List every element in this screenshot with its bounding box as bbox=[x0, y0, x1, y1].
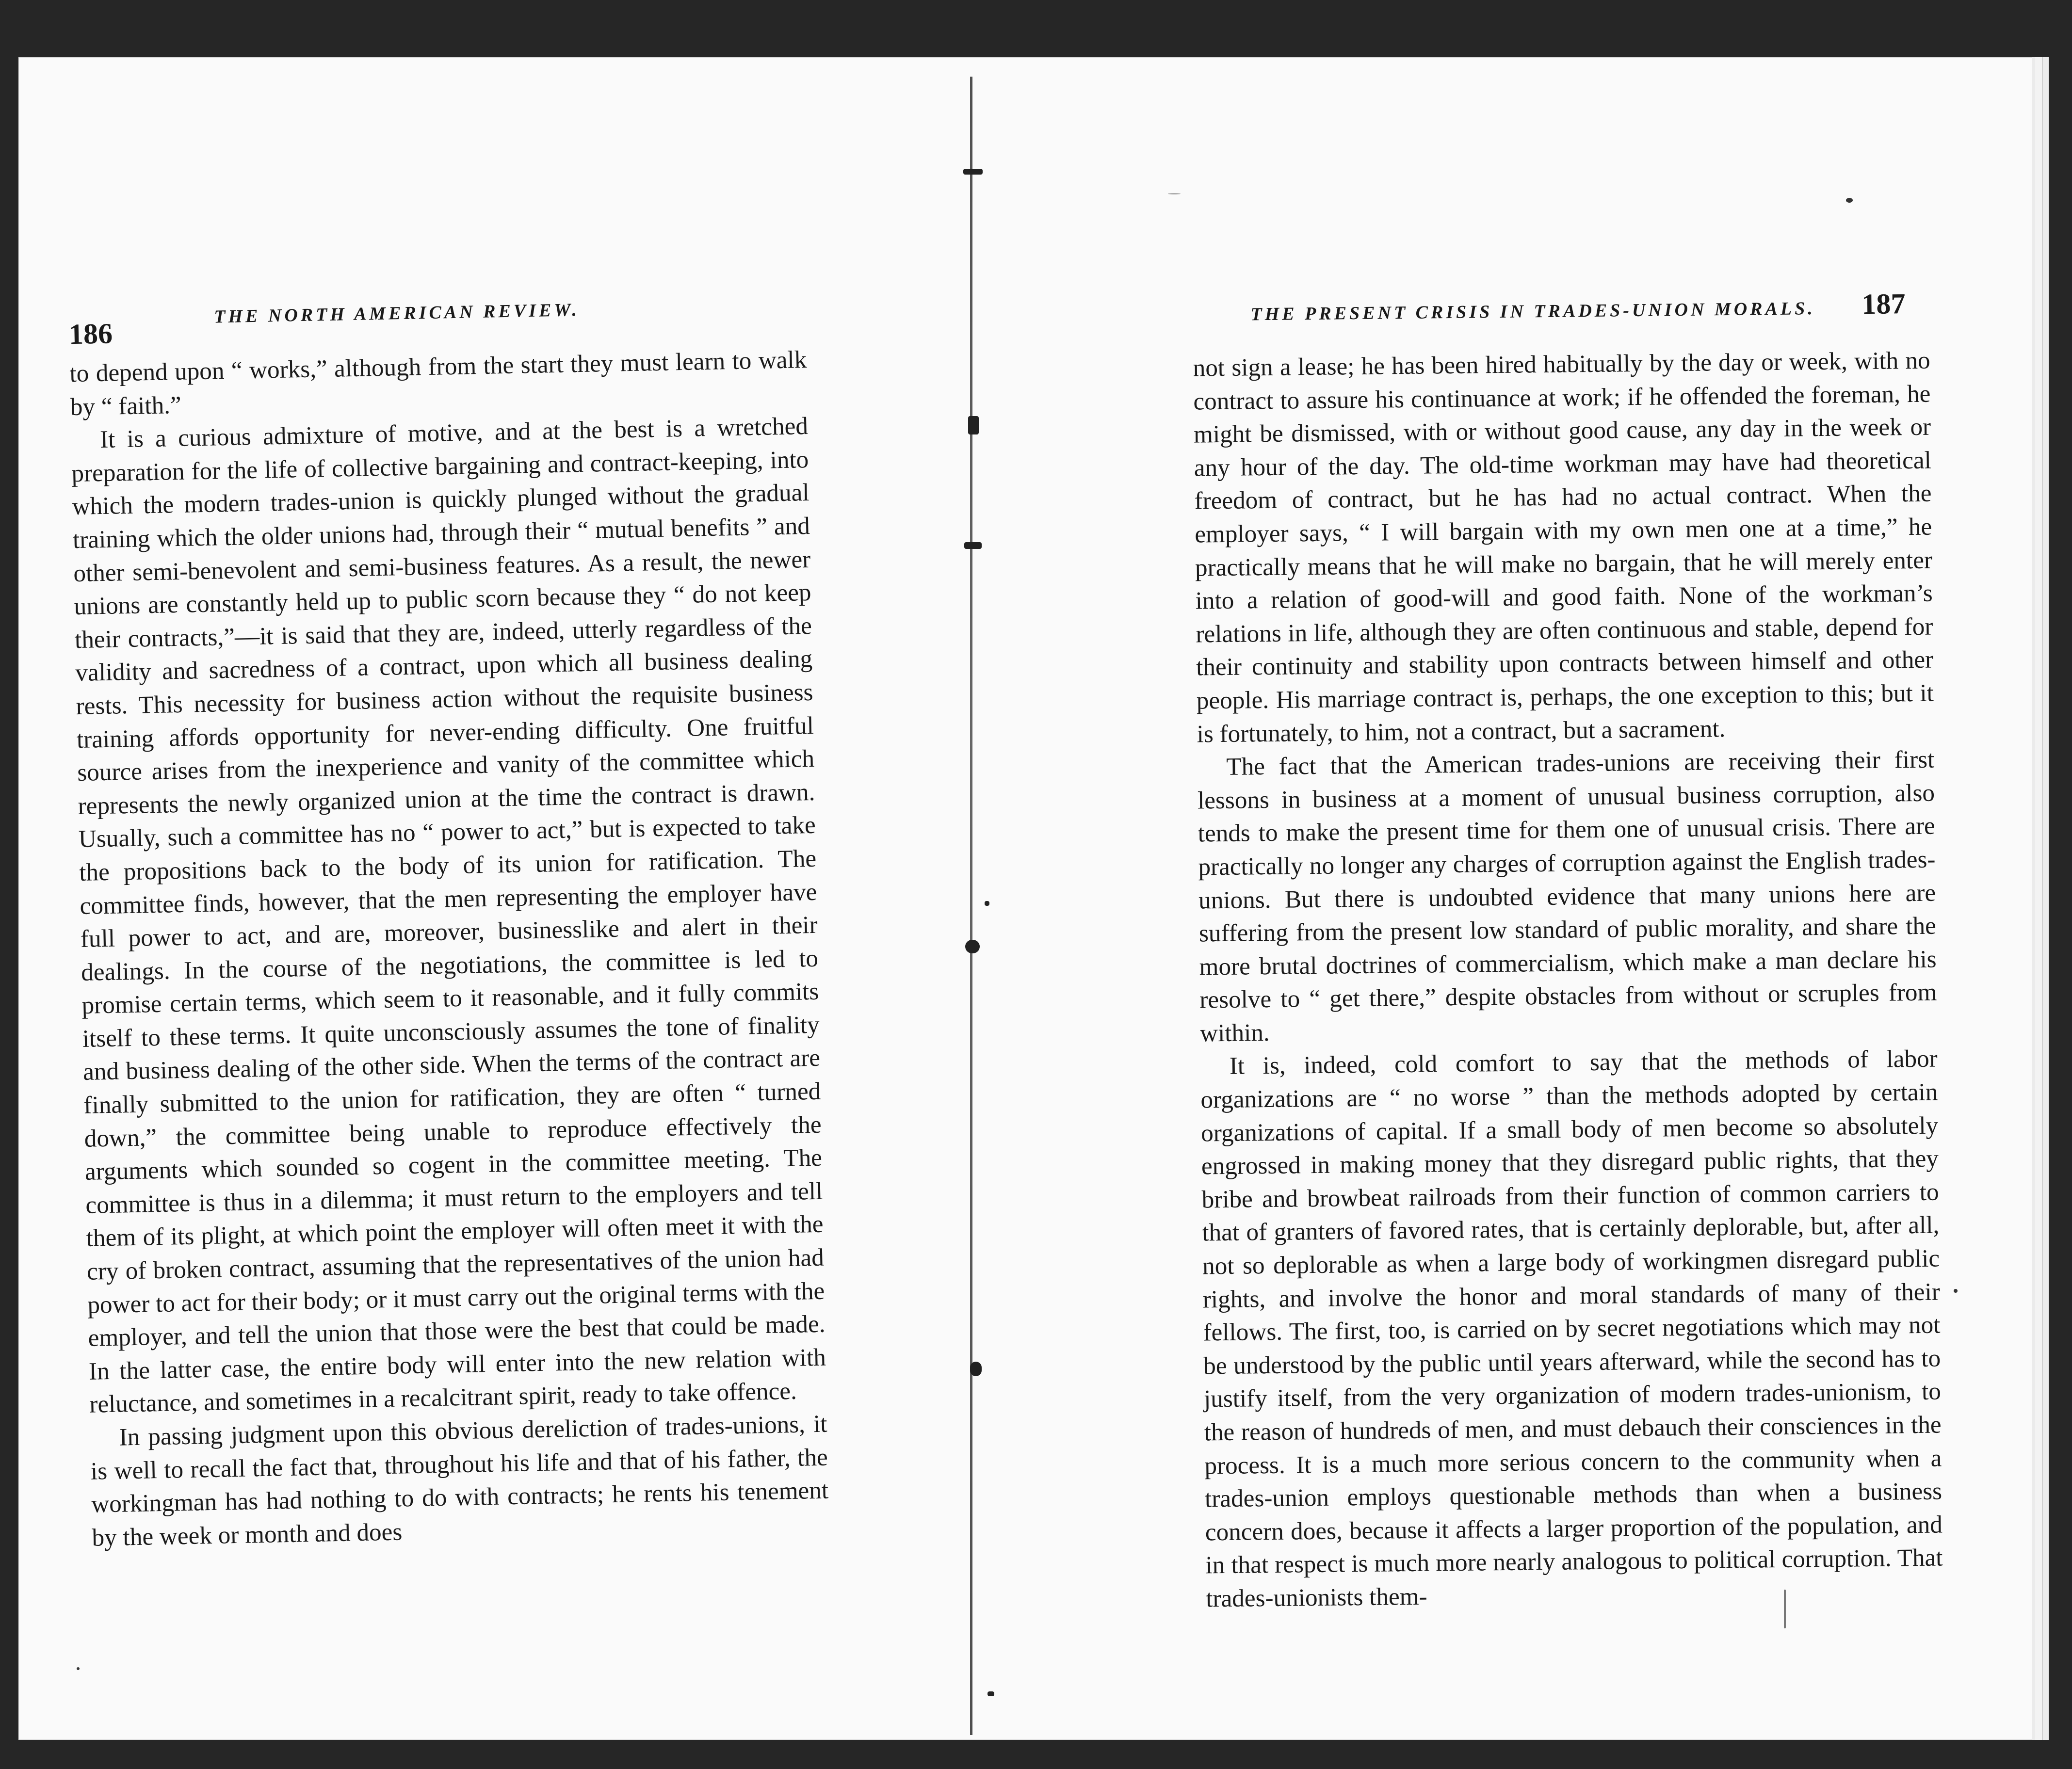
paragraph: In passing judgment upon this obvious dereliction of trades-unions, it is well to recall the fact that, throughout his life and that of his father, the workingman has had nothing to do with contracts; he rents his tenement by the week or month and does bbox=[90, 1410, 829, 1552]
paragraph: to depend upon “ works,” although from the start they must learn to walk by “ faith.” bbox=[69, 346, 807, 421]
paragraph: The fact that the American trades-unions are receiving their first lessons in business at a moment of unusual business corruption, also tends to make the present time for them one of unusual crisis. There are practically no longer any charges of corruption against the English trades-unions. But there is undoubted evidence that many unions here are suffering from the present low standard of public morality, and share the more brutal doctrines of commercialism, which make a man declare his resolve to “ get there,” despite obstacles from without or scruples from within. bbox=[1197, 745, 1937, 1047]
gutter-mark bbox=[970, 1362, 982, 1376]
gutter-mark bbox=[964, 542, 982, 549]
running-head-title-right: THE PRESENT CRISIS IN TRADES-UNION MORALS. bbox=[1250, 298, 1815, 325]
book-spread bbox=[18, 57, 2035, 1740]
right-page-body bbox=[1173, 326, 1963, 1616]
page-number-left: 186 bbox=[68, 317, 113, 351]
print-speck bbox=[1846, 198, 1853, 203]
right-page bbox=[1173, 282, 1963, 1687]
left-page-body bbox=[49, 315, 849, 1555]
gutter-mark bbox=[987, 1691, 994, 1696]
gutter-mark bbox=[985, 901, 989, 906]
print-speck bbox=[1168, 193, 1181, 194]
left-page bbox=[49, 270, 852, 1705]
paragraph: not sign a lease; he has been hired habitually by the day or week, with no contract to assure his continuance at work; if he offended the foreman, he might be dismissed, with or without good cause, any day in the week or any hour of the day. The old-time workman may have had theoretical freedom of contract, but he has had no actual contract. When the employer says, “ I will bargain with my own men one at a time,” he practically means that he will make no bargain, that he will merely enter into a relation of good-will and good faith. None of the workman’s relations in life, although they are often continuous and stable, depend for their continuity and stability upon contracts between himself and other people. His marriage contract is, perhaps, the one exception to this; but it is fortunately, to him, not a contract, but a sacrament. bbox=[1193, 346, 1934, 748]
gutter-mark bbox=[963, 169, 983, 175]
gutter-fold bbox=[970, 77, 972, 1735]
gutter-mark bbox=[965, 940, 980, 953]
page-edge-back bbox=[2042, 57, 2049, 1740]
running-head-right bbox=[1173, 282, 1949, 335]
page-number-right: 187 bbox=[1862, 288, 1906, 321]
paragraph: It is a curious admixture of motive, and at the best is a wretched preparation for the life of collective bargaining and contract-keeping, into which the modern trades-union is quickly plunged without the gradual training which the older unions had, through their “ mutual benefits ” and other semi-benevolent and semi-business features. As a result, the newer unions are constantly held up to public scorn because they “ do not keep their contracts,”—it is said that they are, indeed, utterly regardless of the validity and sacredness of a contract, upon which all business dealing rests. This necessity for business action without the requisite business training affords opportunity for never-ending difficulty. One fruitful source arises from the inexperience and vanity of the committee which represents the newly organized union at the time the contract is drawn. Usually, such a committee has no “ power to act,” but is expected to take the propositions back to the body of its union for ratification. The committee finds, however, that the men representing the employer have full power to act, and are, moreover, businesslike and alert in their dealings. In the course of the negotiations, the committee is led to promise certain terms, which seem to it reasonable, and it fully commits itself to these terms. It quite unconsciously assumes the tone of finality and business dealing of the other side. When the terms of the contract are finally submitted to the union for ratification, they are often “ turned down,” the committee being unable to reproduce effectively the arguments which sounded so cogent in the committee meeting. The committee is thus in a dilemma; it must return to the employers and tell them of its plight, at which point the employer will often meet it with the cry of broken contract, assuming that the representatives of the union had power to act for their body; or it must carry out the original terms with the employer, and tell the union that those were the best that could be made. In the latter case, the entire body will enter into the new relation with reluctance, and sometimes in a recalcitrant spirit, ready to take offence. bbox=[71, 412, 826, 1419]
running-head-title-left: THE NORTH AMERICAN REVIEW. bbox=[213, 299, 580, 327]
paragraph: It is, indeed, cold comfort to say that the methods of labor organizations are “ no worse ” than the methods adopted by certain organizations of capital. If a small body of men become so absolutely engrossed in making money that they disregard public rights, that they bribe and browbeat railroads from their function of common carriers to that of granters of favored rates, that is certainly deplorable, but, after all, not so deplorable as when a large body of workingmen disregard public rights, and involve the honor and moral standards of many of their fellows. The first, too, is carried on by secret negotiations which may not be understood by the public until years afterward, while the second has to justify itself, from the very organization of modern trades-unionism, to the reason of hundreds of men, and must debauch their consciences in the process. It is a much more serious concern to the community when a trades-union employs questionable methods than when a business concern does, because it affects a larger proportion of the population, and in that respect is much more nearly analogous to political corruption. That trades-unionists them- bbox=[1200, 1045, 1943, 1613]
gutter-mark bbox=[968, 416, 979, 434]
